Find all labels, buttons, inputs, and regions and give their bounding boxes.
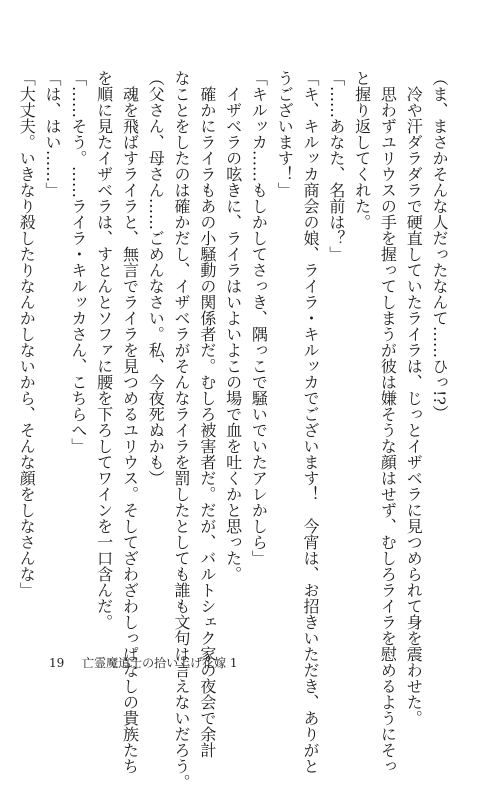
text-line: なことをしたのは確かだし、イザベラがそんなライラを罰したとしても誰も文句は言えないだろう。 [172, 70, 192, 790]
page-footer [49, 654, 238, 671]
text-line: 「キルッカ……もしかしてさっき、隅っこで騒いでいたアレかしら」 [249, 70, 269, 566]
text-line: 「大丈夫。いきなり殺したりなんかしないから、そんな顔をしなさんな」 [17, 70, 37, 598]
text-line: と握り返してくれた。 [352, 70, 372, 230]
text-line: を順に見たイザベラは、すとんとソファに腰を下ろしてワインを一口含んだ。 [94, 70, 114, 630]
text-line: 「キ、キルッカ商会の娘、ライラ・キルッカでございます！ 今宵は、お招きいただき、ありがと [301, 70, 321, 774]
text-line: （父さん、母さん……ごめんなさい。私、今夜死ぬかも） [146, 70, 166, 486]
text-line: 「……あなた、名前は？」 [326, 70, 346, 262]
text-line: うございます！」 [275, 70, 295, 198]
text-line: イザベラの呟きに、ライラはいよいよこの場で血を吐くかと思った。 [223, 70, 243, 582]
page-number: 19 [49, 656, 65, 670]
text-line: 冷や汗ダラダラで硬直していたライラは、じっとイザベラに見つめられて身を震わせた。 [404, 70, 424, 726]
text-line: （ま、まさかそんな人だったなんて……ひっ!?） [430, 70, 449, 422]
text-line: 「は、はい……」 [43, 70, 63, 198]
text-line: 思わずユリウスの手を握ってしまうが彼は嫌そうな顔はせず、むしろライラを慰めるようにそっ [378, 70, 398, 774]
text-line: 魂を飛ばすライラと、無言でライラを見つめるユリウス。そしてざわざわしっぱなしの貴族たち [120, 70, 140, 774]
text-line: 確かにライラもあの小騒動の関係者だ。むしろ被害者だ。だが、バルトシェク家の夜会で余計 [197, 70, 217, 758]
book-title: 亡霊魔道士の拾い上げ花嫁 1 [82, 656, 238, 670]
text-line: 「……そう。……ライラ・キルッカさん、こちらへ」 [68, 70, 88, 454]
